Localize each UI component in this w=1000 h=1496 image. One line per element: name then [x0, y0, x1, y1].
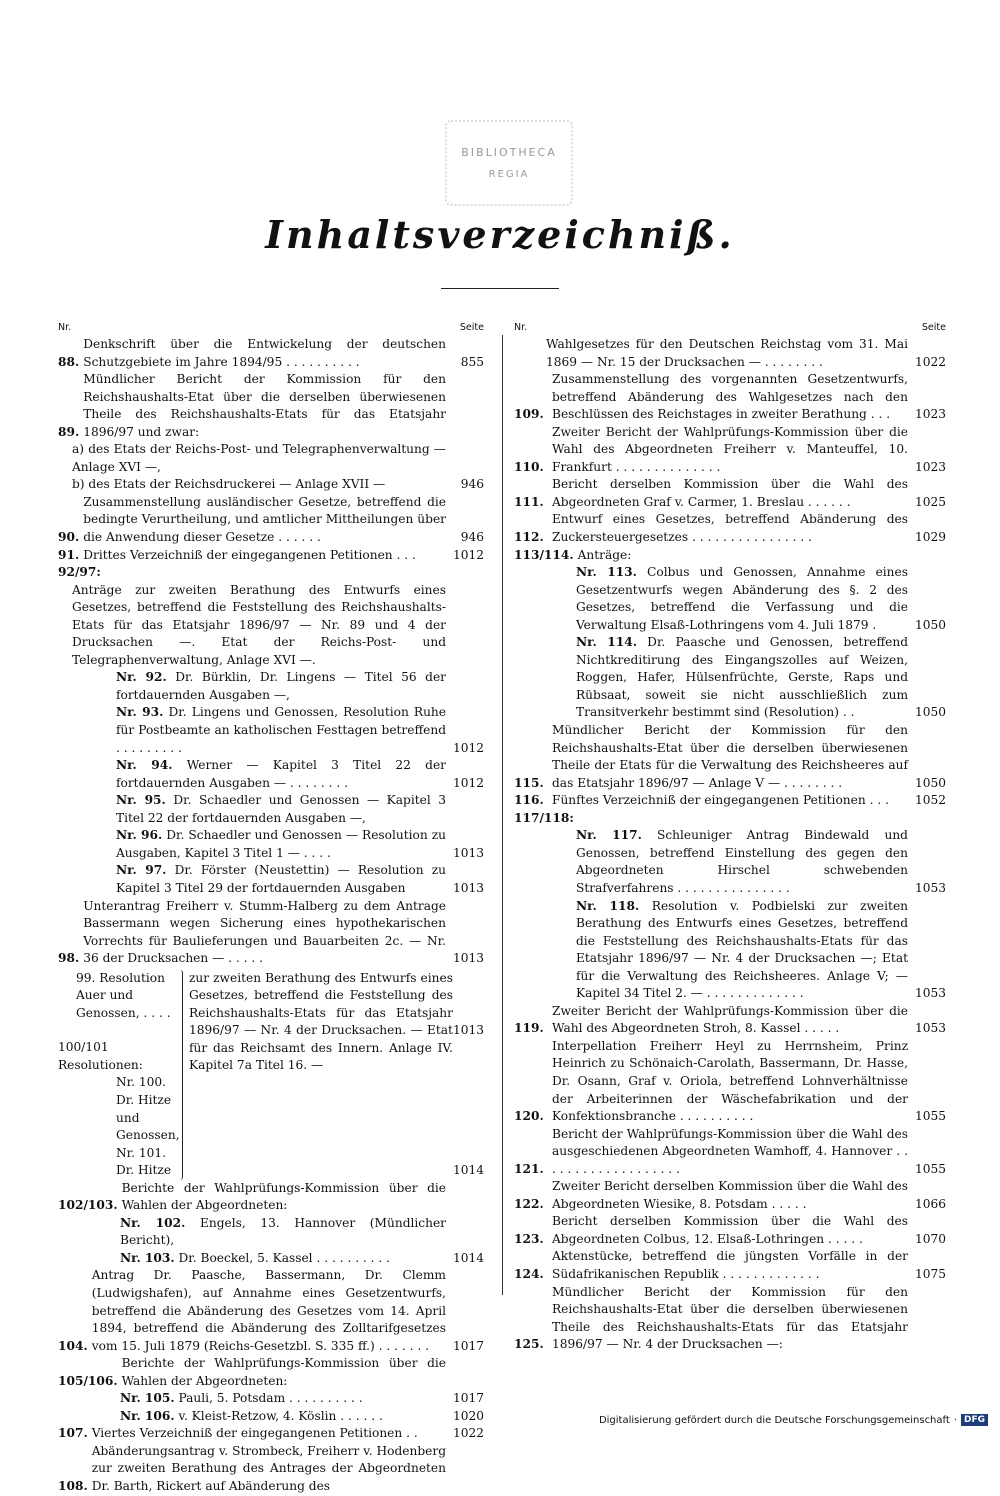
sub-text: v. Kleist-Retzow, 4. Köslin . . . . . . — [178, 1408, 383, 1423]
sub-label: Nr. 96. — [116, 828, 163, 843]
entry-number: 104. — [58, 1338, 88, 1353]
toc-entry-98 — [58, 898, 484, 968]
toc-entry-119 — [514, 1003, 946, 1038]
credit-text: Digitalisierung gefördert durch die Deutsche Forschungsgemeinschaft — [598, 1414, 950, 1426]
entry-page: 1017 — [452, 1338, 484, 1353]
entry-page: 1053 — [914, 986, 946, 1001]
sub-label: Nr. 92. — [116, 670, 167, 685]
sub-label: Nr. 102. — [120, 1215, 186, 1230]
entry-number: 89. — [58, 424, 80, 439]
entry-text: Unterantrag Freiherr v. Stumm-Halberg zu dem Antrage Bassermann wegen Sicherung eines hypothekarischen Vorrechts für Baulieferungen und Bauarbeiten 2c. — Nr. 36 der Drucksachen — . . . . . — [83, 898, 446, 966]
sub-text: Dr. Schaedler und Genossen — Resolution zu Ausgaben, Kapitel 3 Titel 1 — . . . . — [116, 828, 446, 860]
sub-text: Dr. Boeckel, 5. Kassel . . . . . . . . . . — [178, 1250, 391, 1265]
sub-label: Nr. 95. — [116, 793, 166, 808]
entry-number: 108. — [58, 1479, 88, 1493]
entry-text: Aktenstücke, betreffend die jüngsten Vorfälle in der Südafrikanischen Republik . . . . . . . . . . . . . — [552, 1249, 908, 1281]
entry-number: 109. — [514, 407, 544, 422]
entry-number: 116. — [514, 793, 544, 808]
toc-entry-104 — [58, 1267, 484, 1355]
toc-entry-110 — [514, 424, 946, 477]
entry-text: Berichte der Wahlprüfungs-Kommission über die Wahlen der Abgeordneten: — [121, 1356, 446, 1388]
toc-entry-88 — [58, 336, 484, 371]
entry-97-sub — [58, 862, 484, 897]
entry-number: 102/103. — [58, 1198, 118, 1213]
toc-entry-123 — [514, 1213, 946, 1248]
entry-page: 1055 — [914, 1161, 946, 1176]
toc-entry-125 — [514, 1284, 946, 1354]
entry-page: 1052 — [914, 793, 946, 808]
seite-header: Seite — [459, 322, 484, 333]
entry-page: 1050 — [914, 775, 946, 790]
toc-entry-105-106 — [58, 1355, 484, 1425]
entry-text: Abänderungsantrag v. Strombeck, Freiherr v. Hodenberg zur zweiten Berathung des Antrages der Abgeordneten Dr. Barth, Rickert auf Abänderung des — [91, 1443, 446, 1493]
entry-number: 120. — [514, 1109, 544, 1124]
entry-page: 1013 — [452, 1022, 484, 1037]
entry-page: 1012 — [452, 740, 484, 755]
digitization-credit: Digitalisierung gefördert durch die Deutsche Forschungsgemeinschaft · DFG — [599, 1414, 988, 1426]
toc-entry-108 — [58, 1443, 484, 1496]
entry-page: 1053 — [914, 880, 946, 895]
brace — [180, 970, 183, 1180]
toc-entry-90 — [58, 494, 484, 547]
sub-text: Dr. Paasche und Genossen, betreffend Nichtkreditirung des Eingangszolles auf Weizen, Roggen, Hafer, Hülsenfrüchte, Gerste, Raps und Rübsaat, soweit sie nicht ausschließlich zum Transitverkehr bestimmt sind (Resolution) . . — [576, 635, 909, 720]
entry-text: Bericht derselben Kommission über die Wahl des Abgeordneten Graf v. Carmer, 1. Breslau . . . . . . — [552, 477, 908, 509]
entry-page: 1013 — [452, 880, 484, 895]
sub-text: Colbus und Genossen, Annahme eines Gesetzentwurfs wegen Abänderung des §. 2 des Gesetzes, betreffend die Verfassung und die Verwaltung Elsaß-Lothringens vom 4. Juli 1879 . — [576, 565, 908, 632]
entry-number: 90. — [58, 530, 80, 545]
entry-105-sub — [58, 1390, 484, 1408]
entry-text: Bericht derselben Kommission über die Wahl des Abgeordneten Colbus, 12. Elsaß-Lothringen . . . . . — [552, 1214, 908, 1246]
sub-label: Nr. 118. — [576, 898, 640, 913]
entry-text: Entwurf eines Gesetzes, betreffend Abänderung des Zuckersteuergesetzes . . . . . . . . . . . . . . . . — [552, 512, 908, 545]
entry-page: 1013 — [452, 951, 484, 966]
entry-text: Drittes Verzeichniß der eingegangenen Petitionen . . . — [83, 547, 416, 562]
entry-page: 946 — [460, 530, 484, 545]
resolution-99: 99. Resolution Auer und Genossen, . . . . — [76, 970, 171, 1020]
toc-entry-116 — [514, 792, 946, 810]
toc-entry-122 — [514, 1178, 946, 1213]
entry-text: Mündlicher Bericht der Kommission für den Reichshaushalts-Etat über die derselben überwiesenen Theile des Reichshaushalts-Etats für das Etatsjahr 1896/97 und zwar: — [83, 372, 446, 439]
resolution-context-text: zur zweiten Berathung des Entwurfs eines Gesetzes, betreffend die Feststellung des Reichshaushalts-Etats für das Etatsjahr 1896/97 — Nr. 4 der Drucksachen. — Etat für das Reichsamt des Innern. Anlage IV. Kapitel 7a Titel 16. — — [188, 970, 453, 1073]
entry-number: 105/106. — [58, 1373, 118, 1388]
title-rule — [441, 288, 559, 289]
entry-117-sub — [514, 827, 946, 897]
entry-number: 98. — [58, 951, 80, 966]
entry-number: 111. — [514, 494, 544, 509]
entry-text: Anträge zur zweiten Berathung des Entwurfs eines Gesetzes, betreffend die Feststellung des Reichshaushalts-Etats für das Etatsjahr 1896/97 — Nr. 89 und 4 der Drucksachen —. Etat der Reichs-Post- und Telegraphenverwaltung, Anlage XVI —. — [72, 582, 446, 667]
entry-113-sub — [514, 564, 946, 634]
nr-header: Nr. — [514, 322, 528, 333]
entry-text: Zusammenstellung ausländischer Gesetze, betreffend die bedingte Verurtheilung, und amtlicher Mittheilungen über die Anwendung dieser Gesetze . . . . . . — [83, 494, 446, 545]
entry-118-sub — [514, 898, 946, 1003]
nr-header: Nr. — [58, 322, 72, 333]
sub-text: Dr. Förster (Neustettin) — Resolution zu Kapitel 3 Titel 29 der fortdauernden Ausgaben — [116, 863, 446, 895]
entry-number: 113/114. — [514, 547, 574, 562]
entry-89-b — [58, 476, 484, 494]
sub-label: Nr. 93. — [116, 705, 164, 720]
entry-number: 107. — [58, 1426, 88, 1441]
entry-94-sub — [58, 757, 484, 792]
entry-114-sub — [514, 634, 946, 722]
sub-label: Nr. 97. — [116, 863, 167, 878]
entry-page: 1013 — [452, 845, 484, 860]
stamp-line-2: REGIA — [488, 169, 530, 180]
seite-header: Seite — [921, 322, 946, 333]
entry-page: 1020 — [452, 1408, 484, 1423]
entry-page: 1014 — [452, 1163, 484, 1178]
entry-number: 91. — [58, 547, 80, 562]
entry-page: 1066 — [914, 1196, 946, 1211]
entry-106-sub — [58, 1408, 484, 1426]
sub-label: Nr. 94. — [116, 758, 173, 773]
left-column — [58, 322, 484, 1496]
entry-page: 1023 — [914, 407, 946, 422]
sub-text: Dr. Schaedler und Genossen — Kapitel 3 Titel 22 der fortdauernden Ausgaben —, — [116, 793, 447, 825]
resolution-100: Nr. 100. Dr. Hitze und Genossen, — [116, 1075, 180, 1143]
entry-page: 1012 — [452, 775, 484, 790]
entry-page: 1050 — [914, 617, 946, 632]
entry-text: Mündlicher Bericht der Kommission für den Reichshaushalts-Etat über die derselben überwiesenen Theile der Etats für die Verwaltung des Reichsheeres auf das Etatsjahr 1896/97 — Anlage V — . . . . . . . . — [552, 723, 908, 790]
sub-label: Nr. 113. — [576, 565, 637, 580]
stamp-line-1: BIBLIOTHECA — [461, 146, 557, 159]
entry-text: Zweiter Bericht der Wahlprüfungs-Kommission über die Wahl des Abgeordneten Freiherr v. Manteuffel, 10. Frankfurt . . . . . . . . . . . . . . — [552, 424, 908, 474]
entry-page: 1022 — [914, 354, 946, 369]
toc-entry-107 — [58, 1425, 484, 1443]
toc-entry-121 — [514, 1126, 946, 1179]
toc-entry-111 — [514, 476, 946, 511]
sub-text: Resolution v. Podbielski zur zweiten Berathung des Entwurfs eines Gesetzes, betreffend die Feststellung des Reichshaushalts-Etats für das Etatsjahr 1896/97 — Nr. 4 der Drucksachen —; Etat für die Verwaltung des Reichsheeres. Anlage V; — Kapitel 34 Titel 2. — . . . . . . . . . . . . . — [576, 898, 909, 1001]
entry-page: 1070 — [914, 1231, 946, 1246]
left-column-header — [58, 322, 484, 334]
entry-page: 1017 — [452, 1391, 484, 1406]
toc-entry-89 — [58, 371, 484, 494]
entry-102-sub — [58, 1215, 484, 1250]
entry-89-a — [58, 441, 484, 476]
toc-entry-115 — [514, 722, 946, 792]
entry-page: 1050 — [914, 705, 946, 720]
entry-number: 110. — [514, 459, 544, 474]
sub-text: Pauli, 5. Potsdam . . . . . . . . . . — [178, 1391, 363, 1406]
resolutions-100-101: 100/101 Resolutionen: — [58, 1040, 143, 1072]
sub-label: Nr. 114. — [576, 635, 637, 650]
entry-number: 115. — [514, 775, 544, 790]
entry-page: 1025 — [914, 494, 946, 509]
entry-number: 117/118: — [514, 810, 574, 825]
right-column — [514, 322, 946, 1354]
entry-sub-text: a) des Etats der Reichs-Post- und Telegraphenverwaltung — Anlage XVI —, — [72, 442, 446, 474]
entry-number: 88. — [58, 354, 80, 369]
toc-entry-113-114 — [514, 547, 946, 722]
entry-page: 1055 — [914, 1109, 946, 1124]
entry-page: 855 — [460, 354, 484, 369]
entry-92-sub — [58, 669, 484, 704]
toc-entry-112 — [514, 511, 946, 546]
entry-95-sub — [58, 792, 484, 827]
toc-entry-117-118 — [514, 810, 946, 1003]
entry-number: 112. — [514, 530, 544, 545]
entry-text: Mündlicher Bericht der Kommission für den Reichshaushalts-Etat über die derselben überwiesenen Theile des Reichshaushalts-Etats für das Etatsjahr 1896/97 — Nr. 4 der Drucksachen —: — [552, 1284, 908, 1352]
entry-number: 92/97: — [58, 565, 101, 580]
toc-entry-92-97 — [58, 564, 484, 897]
entry-page: 1029 — [914, 530, 946, 545]
resolution-101: Nr. 101. Dr. Hitze — [116, 1145, 172, 1178]
entry-text: Interpellation Freiherr Heyl zu Herrnsheim, Prinz Heinrich zu Schönaich-Carolath, Bassermann, Dr. Hasse, Dr. Osann, Graf v. Oriola, betreffend Lohnverhältnisse der Arbeiterinnen der Wäschefabrikation und der Konfektionsbranche . . . . . . . . . . — [552, 1038, 908, 1124]
entry-page: 1022 — [452, 1426, 484, 1441]
entry-text: Berichte der Wahlprüfungs-Kommission über die Wahlen der Abgeordneten: — [121, 1180, 446, 1213]
entry-text: Wahlgesetzes für den Deutschen Reichstag vom 31. Mai 1869 — Nr. 15 der Drucksachen — . . . . . . . . — [546, 337, 908, 369]
toc-entry-109 — [514, 371, 946, 424]
toc-entry-108-continued — [514, 336, 946, 371]
resolutions-list — [58, 970, 180, 1180]
column-separator — [502, 335, 503, 1295]
entry-number: 123. — [514, 1231, 544, 1246]
toc-entry-120 — [514, 1038, 946, 1126]
right-column-header — [514, 322, 946, 334]
sub-label: Nr. 106. — [120, 1408, 175, 1423]
sub-text: Engels, 13. Hannover (Mündlicher Bericht), — [120, 1215, 447, 1248]
entry-page: 1075 — [914, 1266, 946, 1281]
library-stamp — [445, 120, 573, 206]
entry-number: 121. — [514, 1161, 544, 1176]
sub-label: Nr. 117. — [576, 828, 642, 843]
entry-103-sub — [58, 1250, 484, 1268]
entry-text: Zweiter Bericht derselben Kommission über die Wahl des Abgeordneten Wiesike, 8. Potsdam . . . . . — [552, 1179, 908, 1211]
entry-96-sub — [58, 827, 484, 862]
entry-93-sub — [58, 704, 484, 757]
sub-text: Dr. Bürklin, Dr. Lingens — Titel 56 der fortdauernden Ausgaben —, — [116, 670, 446, 702]
entry-page: 1053 — [914, 1021, 946, 1036]
entry-text: Denkschrift über die Entwickelung der deutschen Schutzgebiete im Jahre 1894/95 . . . . . . . . . . — [83, 337, 446, 369]
entry-text: Anträge: — [577, 547, 632, 562]
entry-text: Antrag Dr. Paasche, Bassermann, Dr. Clemm (Ludwigshafen), auf Annahme eines Gesetzentwurfs, betreffend die Abänderung des Gesetzes vom 14. April 1894, betreffend die Abänderung des Zolltarifgesetzes vom 15. Juli 1879 (Reichs-Gesetzbl. S. 335 ff.) . . . . . . . — [91, 1268, 446, 1353]
entry-page: 1023 — [914, 459, 946, 474]
toc-entry-91 — [58, 547, 484, 565]
entry-number: 119. — [514, 1021, 544, 1036]
entry-text: Viertes Verzeichniß der eingegangenen Petitionen . . — [91, 1426, 418, 1441]
sub-text: Werner — Kapitel 3 Titel 22 der fortdauernden Ausgaben — . . . . . . . . — [116, 758, 446, 790]
sub-text: Dr. Lingens und Genossen, Resolution Ruhe für Postbeamte an katholischen Festtagen betreffend . . . . . . . . . — [116, 705, 446, 755]
sub-text: Schleuniger Antrag Bindewald und Genossen, betreffend Einstellung des gegen den Abgeordneten Hirschel schwebenden Strafverfahrens . . . . . . . . . . . . . . . — [576, 828, 908, 895]
page-title: Inhaltsverzeichniß. — [265, 212, 735, 257]
toc-entry-102-103 — [58, 1180, 484, 1268]
entry-number: 122. — [514, 1196, 544, 1211]
dfg-logo: DFG — [961, 1414, 988, 1426]
sub-label: Nr. 105. — [120, 1391, 175, 1406]
entry-text: Fünftes Verzeichniß der eingegangenen Petitionen . . . — [552, 793, 889, 808]
entry-page: 1012 — [452, 547, 484, 562]
entry-page: 946 — [460, 477, 484, 492]
entry-number: 124. — [514, 1266, 544, 1281]
entry-number: 125. — [514, 1337, 544, 1352]
entry-text: Zusammenstellung des vorgenannten Gesetzentwurfs, betreffend Abänderung des Wahlgesetzes nach den Beschlüssen des Reichstages in zweiter Berathung . . . — [552, 372, 908, 422]
entry-sub-text: b) des Etats der Reichsdruckerei — Anlage XVII — — [72, 477, 386, 492]
entry-text: Zweiter Bericht der Wahlprüfungs-Kommission über die Wahl des Abgeordneten Stroh, 8. Kassel . . . . . — [552, 1003, 908, 1036]
entry-text: Bericht der Wahlprüfungs-Kommission über die Wahl des ausgeschiedenen Abgeordneten Wamhoff, 4. Hannover . . . . . . . . . . . . . . . . . . . — [552, 1126, 908, 1176]
sub-label: Nr. 103. — [120, 1250, 175, 1265]
entry-page: 1014 — [452, 1250, 484, 1265]
toc-entry-124 — [514, 1248, 946, 1283]
toc-entry-99-101 — [58, 970, 484, 1180]
